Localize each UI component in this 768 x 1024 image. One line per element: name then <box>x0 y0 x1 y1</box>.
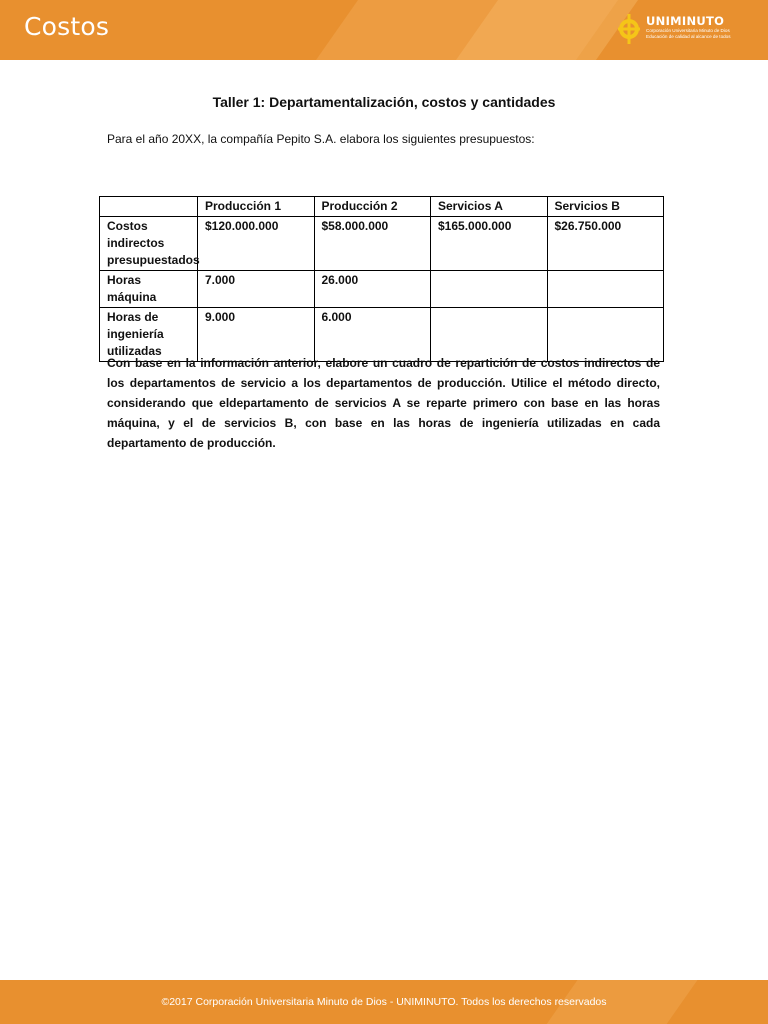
copyright-text: ©2017 Corporación Universitaria Minuto de Dios - UNIMINUTO. Todos los derechos reservados <box>161 996 607 1008</box>
table-header-cell: Producción 1 <box>198 197 315 217</box>
table-cell: 6.000 <box>314 308 431 362</box>
table-cell: $26.750.000 <box>547 217 664 271</box>
table-cell: 7.000 <box>198 271 315 308</box>
table-cell: 26.000 <box>314 271 431 308</box>
intro-text: Para el año 20XX, la compañía Pepito S.A. elabora los siguientes presupuestos: <box>107 132 535 146</box>
logo-subtitle: Corporación Universitaria Minuto de Dios <box>646 28 730 33</box>
table-cell: $120.000.000 <box>198 217 315 271</box>
table-header-cell: Servicios A <box>431 197 548 217</box>
table-row <box>100 271 664 308</box>
budget-table <box>99 196 664 362</box>
table-cell: 9.000 <box>198 308 315 362</box>
header-title: Costos <box>24 12 110 41</box>
table-cell: $165.000.000 <box>431 217 548 271</box>
table-cell <box>431 271 548 308</box>
row-label: Horas de ingeniería utilizadas <box>100 308 198 362</box>
document-title: Taller 1: Departamentalización, costos y cantidades <box>212 94 556 110</box>
table-header-row <box>100 197 664 217</box>
uniminuto-logo-icon <box>616 12 642 46</box>
instructions-paragraph: Con base en la información anterior, elabore un cuadro de repartición de costos indirectos de los departamentos de servicio a los departamentos de producción. Utilice el método directo, considerando que eldepartamento de servicios A se reparte primero con base en las horas máquina, y el de servicios B, con base en las horas de ingeniería utilizadas en cada departamento de producción. <box>107 356 660 450</box>
row-label: Horas máquina <box>100 271 198 308</box>
logo-tagline: Educación de calidad al alcance de todos <box>646 34 731 39</box>
row-label: Costos indirectos presupuestados <box>100 217 198 271</box>
header-bar <box>0 0 768 60</box>
table-header-cell <box>100 197 198 217</box>
logo-name: UNIMINUTO <box>646 14 725 28</box>
table-cell <box>547 271 664 308</box>
table-header-cell: Servicios B <box>547 197 664 217</box>
table-header-cell: Producción 2 <box>314 197 431 217</box>
table-row <box>100 217 664 271</box>
footer-bar <box>0 980 768 1024</box>
uniminuto-logo <box>616 12 740 46</box>
table-cell: $58.000.000 <box>314 217 431 271</box>
